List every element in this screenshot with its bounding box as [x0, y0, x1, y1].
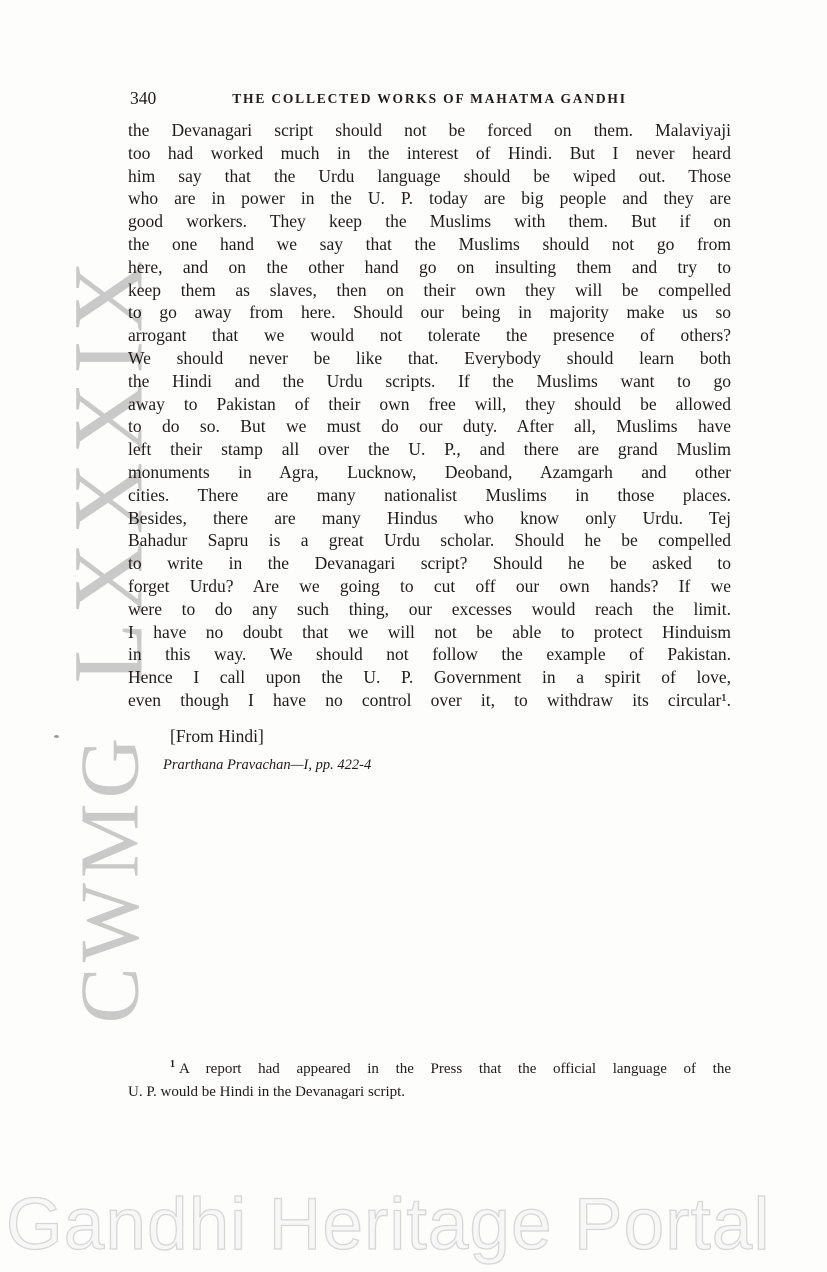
- body-line: Bahadur Sapru is a great Urdu scholar. Should he be compelled: [128, 530, 731, 551]
- attribution-line: [From Hindi]: [170, 726, 264, 746]
- footnote-line-2: U. P. would be Hindi in the Devanagari script.: [128, 1084, 406, 1100]
- footnote: [128, 1053, 731, 1104]
- portal-watermark: Gandhi Heritage Portal: [6, 1184, 771, 1265]
- page-header: [128, 88, 731, 110]
- body-text: [128, 119, 731, 712]
- scan-speckle: [54, 735, 59, 738]
- body-line: here, and on the other hand go on insulting them and try to: [128, 256, 731, 277]
- body-line: too had worked much in the interest of Hindi. But I never heard: [128, 142, 731, 163]
- cwmg-watermark: CWMG: [63, 732, 157, 1024]
- body-line: forget Urdu? Are we going to cut off our own hands? If we: [128, 575, 731, 596]
- footnote-text-1: A report had appeared in the Press that the official language of the: [179, 1061, 731, 1077]
- body-line: I have no doubt that we will not be able to protect Hinduism: [128, 621, 731, 642]
- body-line: keep them as slaves, then on their own they will be compelled: [128, 279, 731, 300]
- page-number: 340: [130, 88, 157, 108]
- volume-watermark: LXXXIX: [52, 252, 164, 684]
- body-line: who are in power in the U. P. today are big people and they are: [128, 188, 731, 209]
- body-line: good workers. They keep the Muslims with them. But if on: [128, 211, 731, 232]
- body-line: to go away from here. Should our being in majority make us so: [128, 302, 731, 323]
- body-line: the one hand we say that the Muslims should not go from: [128, 233, 731, 254]
- footnote-line-1: [128, 1053, 731, 1081]
- source-citation: Prarthana Pravachan—I, pp. 422-4: [163, 757, 372, 773]
- body-line: away to Pakistan of their own free will, they should be allowed: [128, 393, 731, 414]
- body-line: to do so. But we must do our duty. After all, Muslims have: [128, 416, 731, 437]
- body-line: even though I have no control over it, to withdraw its circular¹.: [128, 689, 731, 710]
- body-line: left their stamp all over the U. P., and there are grand Muslim: [128, 439, 731, 460]
- body-line: in this way. We should not follow the example of Pakistan.: [128, 644, 731, 665]
- body-line: the Hindi and the Urdu scripts. If the Muslims want to go: [128, 370, 731, 391]
- body-line: arrogant that we would not tolerate the presence of others?: [128, 325, 731, 346]
- body-line: were to do any such thing, our excesses would reach the limit.: [128, 598, 731, 619]
- body-line: We should never be like that. Everybody should learn both: [128, 347, 731, 368]
- footnote-marker: 1: [170, 1059, 175, 1070]
- body-line: Hence I call upon the U. P. Government in a spirit of love,: [128, 667, 731, 688]
- body-line: Besides, there are many Hindus who know only Urdu. Tej: [128, 507, 731, 528]
- running-title: THE COLLECTED WORKS OF MAHATMA GANDHI: [232, 91, 627, 106]
- body-line: the Devanagari script should not be forced on them. Malaviyaji: [128, 120, 731, 140]
- body-line: cities. There are many nationalist Muslims in those places.: [128, 484, 731, 505]
- body-line: monuments in Agra, Lucknow, Deoband, Azamgarh and other: [128, 461, 731, 482]
- body-line: him say that the Urdu language should be wiped out. Those: [128, 165, 731, 186]
- body-line: to write in the Devanagari script? Should he be asked to: [128, 553, 731, 574]
